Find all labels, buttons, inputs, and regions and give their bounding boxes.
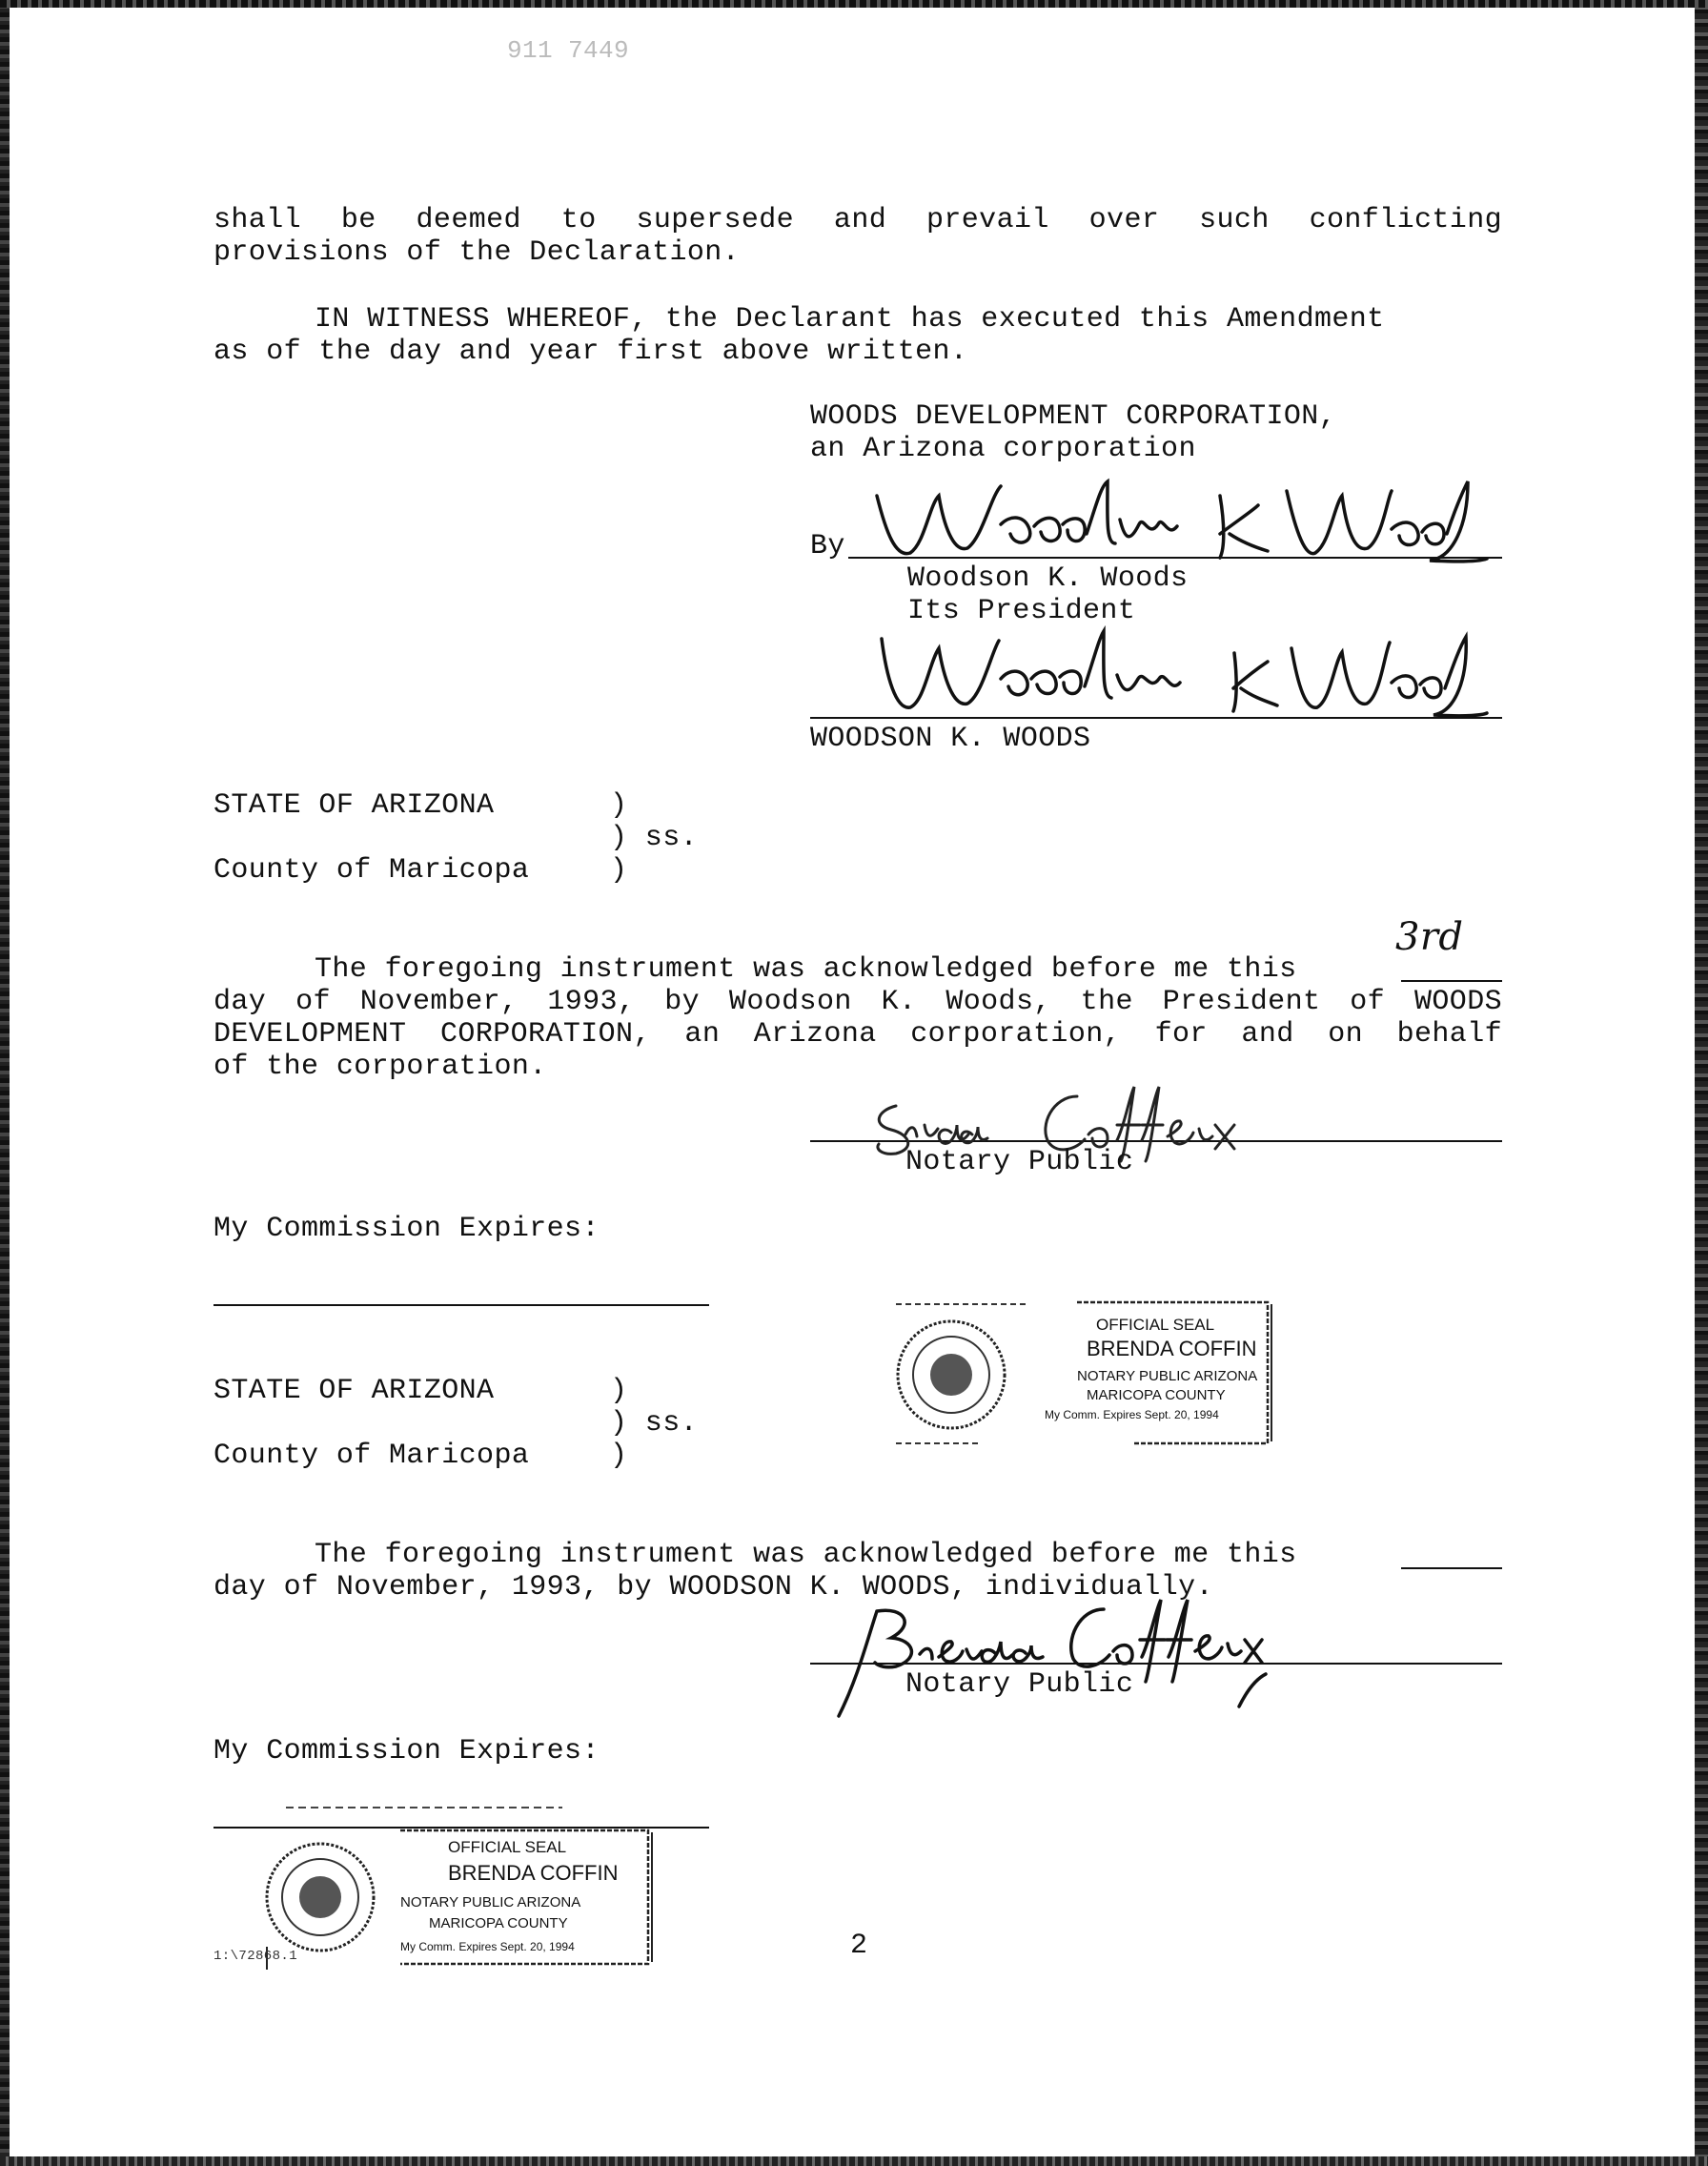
by-label: By xyxy=(810,530,845,562)
notary-seal-2-line-3: NOTARY PUBLIC ARIZONA xyxy=(400,1894,581,1911)
paragraph-1-line-2: provisions of the Declaration. xyxy=(214,236,741,269)
witness-paragraph-line-1: IN WITNESS WHEREOF, the Declarant has executed this Amendment xyxy=(315,303,1385,336)
commission-expires-label-2: My Commission Expires: xyxy=(214,1735,600,1768)
scan-edge-left xyxy=(0,0,10,2166)
venue-1-paren-top: ) xyxy=(610,789,628,822)
venue-1-paren-bottom: ) xyxy=(610,854,628,887)
venue-1-county: County of Maricopa xyxy=(214,854,530,887)
handwritten-signature-notary-2 xyxy=(820,1583,1277,1726)
scan-edge-top xyxy=(0,0,1708,8)
notary-seal-1-title: OFFICIAL SEAL xyxy=(1096,1316,1215,1334)
notary-seal-2-title: OFFICIAL SEAL xyxy=(448,1838,567,1856)
corporation-name: WOODS DEVELOPMENT CORPORATION, xyxy=(810,400,1337,433)
notary-public-label-1: Notary Public xyxy=(905,1146,1134,1178)
handwritten-signature-woods-corporate xyxy=(858,467,1487,572)
page-number: 2 xyxy=(850,1930,868,1962)
venue-2-ss: ) ss. xyxy=(610,1407,699,1440)
ack-2-line-1: The foregoing instrument was acknowledged before me this xyxy=(315,1539,1297,1571)
venue-1-state: STATE OF ARIZONA xyxy=(214,789,495,822)
notary-seal-1-line-3: NOTARY PUBLIC ARIZONA xyxy=(1077,1368,1258,1384)
commission-expires-line-1 xyxy=(214,1304,709,1306)
handwritten-signature-woods-individual xyxy=(858,620,1487,725)
venue-2-state: STATE OF ARIZONA xyxy=(214,1375,495,1407)
witness-paragraph-line-2: as of the day and year first above written. xyxy=(214,336,968,368)
commission-expires-label-1: My Commission Expires: xyxy=(214,1213,600,1245)
notary-seal-2-name: BRENDA COFFIN xyxy=(448,1861,619,1885)
ack-1-line-4: of the corporation. xyxy=(214,1051,547,1083)
ack-2-day-blank-line xyxy=(1401,1567,1502,1569)
venue-2-county: County of Maricopa xyxy=(214,1440,530,1472)
ack-1-line-1: The foregoing instrument was acknowledged before me this xyxy=(315,953,1297,986)
individual-name: WOODSON K. WOODS xyxy=(810,723,1091,755)
venue-2-paren-top: ) xyxy=(610,1375,628,1407)
scan-edge-bottom xyxy=(0,2156,1708,2166)
notary-seal-1-line-4: MARICOPA COUNTY xyxy=(1087,1387,1226,1403)
corporation-description: an Arizona corporation xyxy=(810,433,1196,465)
notary-seal-2-line-5: My Comm. Expires Sept. 20, 1994 xyxy=(400,1940,575,1953)
ack-1-day-blank-line xyxy=(1401,980,1502,982)
scan-edge-right xyxy=(1695,0,1708,2166)
venue-1-ss: ) ss. xyxy=(610,822,699,854)
notary-public-label-2: Notary Public xyxy=(905,1668,1134,1701)
ack-1-line-2: day of November, 1993, by Woodson K. Woods, the President of WOODS xyxy=(214,986,1502,1018)
notary-seal-1-name: BRENDA COFFIN xyxy=(1087,1337,1257,1360)
faint-document-number: 911 7449 xyxy=(507,36,630,65)
ack-2-line-2: day of November, 1993, by WOODSON K. WOODS, individually. xyxy=(214,1571,1213,1604)
venue-2-paren-bottom: ) xyxy=(610,1440,628,1472)
notary-seal-1 xyxy=(886,1298,1287,1451)
signer-name: Woodson K. Woods xyxy=(907,562,1189,595)
paragraph-1-line-1: shall be deemed to supersede and prevail over such conflicting xyxy=(214,204,1502,236)
notary-seal-2 xyxy=(257,1804,658,1975)
notary-seal-1-line-5: My Comm. Expires Sept. 20, 1994 xyxy=(1045,1408,1219,1421)
file-reference: 1:\72868.1 xyxy=(214,1949,298,1964)
ack-1-line-3: DEVELOPMENT CORPORATION, an Arizona corporation, for and on behalf xyxy=(214,1018,1502,1051)
signer-title: Its President xyxy=(907,595,1136,627)
notary-seal-2-line-4: MARICOPA COUNTY xyxy=(429,1915,568,1931)
ack-1-day-handwritten: 3rd xyxy=(1395,915,1464,959)
